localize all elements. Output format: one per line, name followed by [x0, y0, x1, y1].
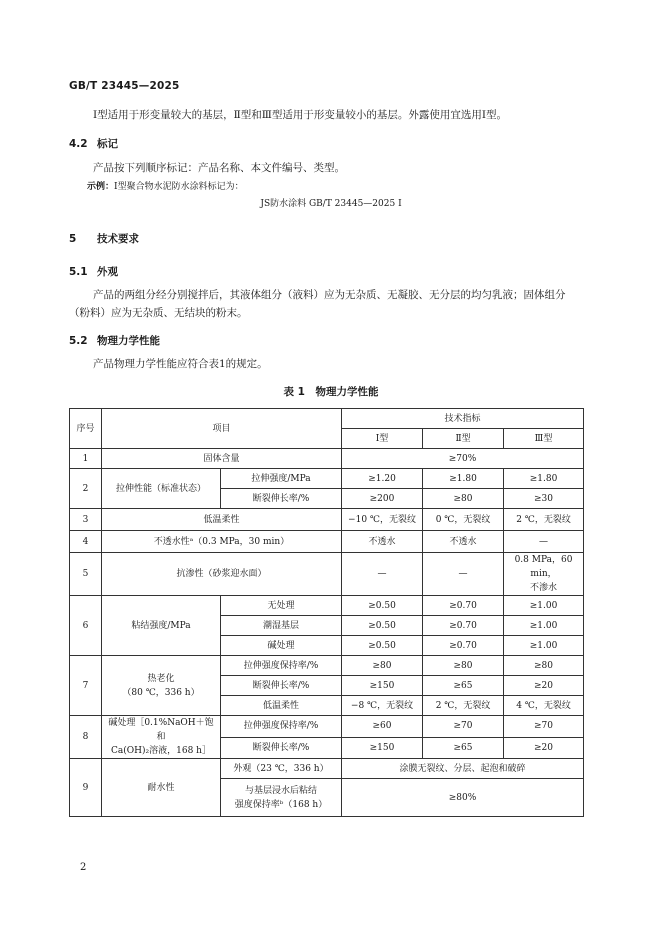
appearance-paragraph-line1: 产品的两组分经分别搅拌后，其液体组分（液料）应为无杂质、无凝胶、无分层的均匀乳液；固体组分 [93, 289, 566, 301]
row-no: 5 [70, 553, 102, 596]
row-item-line: Ca(OH)₂溶液，168 h］ [111, 746, 211, 756]
header-type-3: Ⅲ型 [504, 429, 584, 449]
section-title: 技术要求 [97, 233, 139, 245]
row-subitem: 断裂伸长率/% [221, 737, 342, 759]
row-item: 耐水性 [102, 759, 221, 817]
table-row [70, 449, 584, 469]
section-title: 标记 [97, 138, 118, 150]
properties-table [69, 408, 584, 817]
cell-value: ≥65 [423, 676, 504, 696]
row-subitem: 外观（23 ℃，336 h） [221, 759, 342, 779]
cell-value: 2 ℃，无裂纹 [423, 696, 504, 716]
cell-value: — [423, 553, 504, 596]
row-no: 6 [70, 596, 102, 656]
row-subitem-line: 与基层浸水后粘结 [245, 785, 318, 796]
cell-value: ≥80 [423, 656, 504, 676]
cell-value: ≥0.50 [342, 616, 423, 636]
cell-value: 0 ℃，无裂纹 [423, 509, 504, 531]
table-row [70, 469, 584, 489]
row-item-line: 碱处理［0.1%NaOH＋饱和 [108, 718, 214, 742]
header-type-1: Ⅰ型 [342, 429, 423, 449]
row-subitem: 碱处理 [221, 636, 342, 656]
row-subitem: 断裂伸长率/% [221, 489, 342, 509]
table-header-row [70, 409, 584, 429]
section-5-1-heading [69, 264, 118, 279]
cell-value: 2 ℃，无裂纹 [504, 509, 584, 531]
appearance-paragraph-line2: （粉料）应为无杂质、无结块的粉末。 [69, 307, 248, 319]
row-item: 固体含量 [102, 449, 342, 469]
section-number: 5.2 [69, 335, 88, 347]
cell-value: ≥150 [342, 737, 423, 759]
example-text: Ⅰ型聚合物水泥防水涂料标记为： [114, 182, 244, 192]
row-subitem: 拉伸强度保持率/% [221, 656, 342, 676]
cell-value: ≥70 [423, 716, 504, 738]
cell-value: ≥80 [504, 656, 584, 676]
row-subitem: 无处理 [221, 596, 342, 616]
row-no: 8 [70, 716, 102, 759]
row-item-line: （80 ℃，336 h） [122, 687, 200, 698]
cell-value: ≥1.00 [504, 596, 584, 616]
table-row [70, 509, 584, 531]
cell-value-line: 0.8 MPa，60 min， [514, 555, 573, 579]
row-item: 低温柔性 [102, 509, 342, 531]
header-item: 项目 [102, 409, 342, 449]
row-subitem: 拉伸强度/MPa [221, 469, 342, 489]
row-item: 粘结强度/MPa [102, 596, 221, 656]
cell-value: ≥30 [504, 489, 584, 509]
section-4-2-heading [69, 136, 118, 151]
row-item-line: 热老化 [147, 673, 175, 684]
cell-value [504, 553, 584, 596]
row-item: 不透水性ᵃ（0.3 MPa，30 min） [102, 531, 342, 553]
row-item: 拉伸性能（标准状态） [102, 469, 221, 509]
cell-value: ≥0.70 [423, 636, 504, 656]
section-number: 5 [69, 233, 77, 245]
row-subitem [221, 779, 342, 817]
cell-value: ≥80% [342, 779, 584, 817]
table-row [70, 531, 584, 553]
marking-example: JS防水涂料 GB/T 23445—2025 Ⅰ [260, 199, 402, 209]
header-tech: 技术指标 [342, 409, 584, 429]
cell-value: ≥1.80 [423, 469, 504, 489]
properties-paragraph: 产品物理力学性能应符合表1的规定。 [93, 358, 268, 370]
table-row [70, 553, 584, 596]
row-no: 9 [70, 759, 102, 817]
cell-value: ≥20 [504, 676, 584, 696]
section-title: 物理力学性能 [97, 335, 160, 347]
row-no: 1 [70, 449, 102, 469]
table-row [70, 656, 584, 676]
cell-value: ≥60 [342, 716, 423, 738]
table-row [70, 716, 584, 738]
cell-value: −10 ℃，无裂纹 [342, 509, 423, 531]
cell-value: 4 ℃，无裂纹 [504, 696, 584, 716]
cell-value: ≥200 [342, 489, 423, 509]
row-subitem: 拉伸强度保持率/% [221, 716, 342, 738]
row-item: 抗渗性（砂浆迎水面） [102, 553, 342, 596]
cell-value-line: 不渗水 [530, 583, 558, 593]
cell-value: ≥65 [423, 737, 504, 759]
section-number: 4.2 [69, 138, 88, 150]
cell-value: 不透水 [342, 531, 423, 553]
cell-value: — [342, 553, 423, 596]
cell-value: ≥20 [504, 737, 584, 759]
cell-value: ≥1.00 [504, 636, 584, 656]
cell-value: 涂膜无裂纹、分层、起泡和破碎 [342, 759, 584, 779]
row-no: 2 [70, 469, 102, 509]
section-5-2-heading [69, 333, 160, 348]
cell-value: ≥1.80 [504, 469, 584, 489]
intro-paragraph: Ⅰ型适用于形变量较大的基层，Ⅱ型和Ⅲ型适用于形变量较小的基层。外露使用宜选用Ⅰ型。 [93, 109, 508, 121]
section-number: 5.1 [69, 266, 88, 278]
cell-value: ≥70 [504, 716, 584, 738]
cell-value: −8 ℃，无裂纹 [342, 696, 423, 716]
row-subitem: 低温柔性 [221, 696, 342, 716]
row-subitem: 潮湿基层 [221, 616, 342, 636]
row-no: 4 [70, 531, 102, 553]
cell-value: ≥1.20 [342, 469, 423, 489]
row-no: 3 [70, 509, 102, 531]
header-no: 序号 [70, 409, 102, 449]
row-no: 7 [70, 656, 102, 716]
row-subitem: 断裂伸长率/% [221, 676, 342, 696]
standard-number: GB/T 23445—2025 [69, 80, 180, 92]
table-caption: 表 1 物理力学性能 [283, 386, 379, 398]
header-type-2: Ⅱ型 [423, 429, 504, 449]
section-title: 外观 [97, 266, 118, 278]
cell-value: ≥80 [423, 489, 504, 509]
example-line [87, 179, 244, 192]
cell-value: ≥1.00 [504, 616, 584, 636]
row-subitem-line: 强度保持率ᵇ（168 h） [234, 799, 328, 810]
row-item [102, 656, 221, 716]
table-row [70, 596, 584, 616]
section-5-heading [69, 231, 139, 246]
cell-value: 不透水 [423, 531, 504, 553]
cell-value: ≥0.50 [342, 596, 423, 616]
cell-value: ≥0.70 [423, 596, 504, 616]
row-item [102, 716, 221, 759]
marking-paragraph: 产品按下列顺序标记：产品名称、本文件编号、类型。 [93, 162, 345, 174]
table-row [70, 759, 584, 779]
cell-value: ≥70% [342, 449, 584, 469]
cell-value: ≥150 [342, 676, 423, 696]
example-label: 示例： [87, 182, 115, 192]
page-number: 2 [80, 862, 87, 873]
cell-value: ≥80 [342, 656, 423, 676]
cell-value: — [504, 531, 584, 553]
cell-value: ≥0.50 [342, 636, 423, 656]
cell-value: ≥0.70 [423, 616, 504, 636]
